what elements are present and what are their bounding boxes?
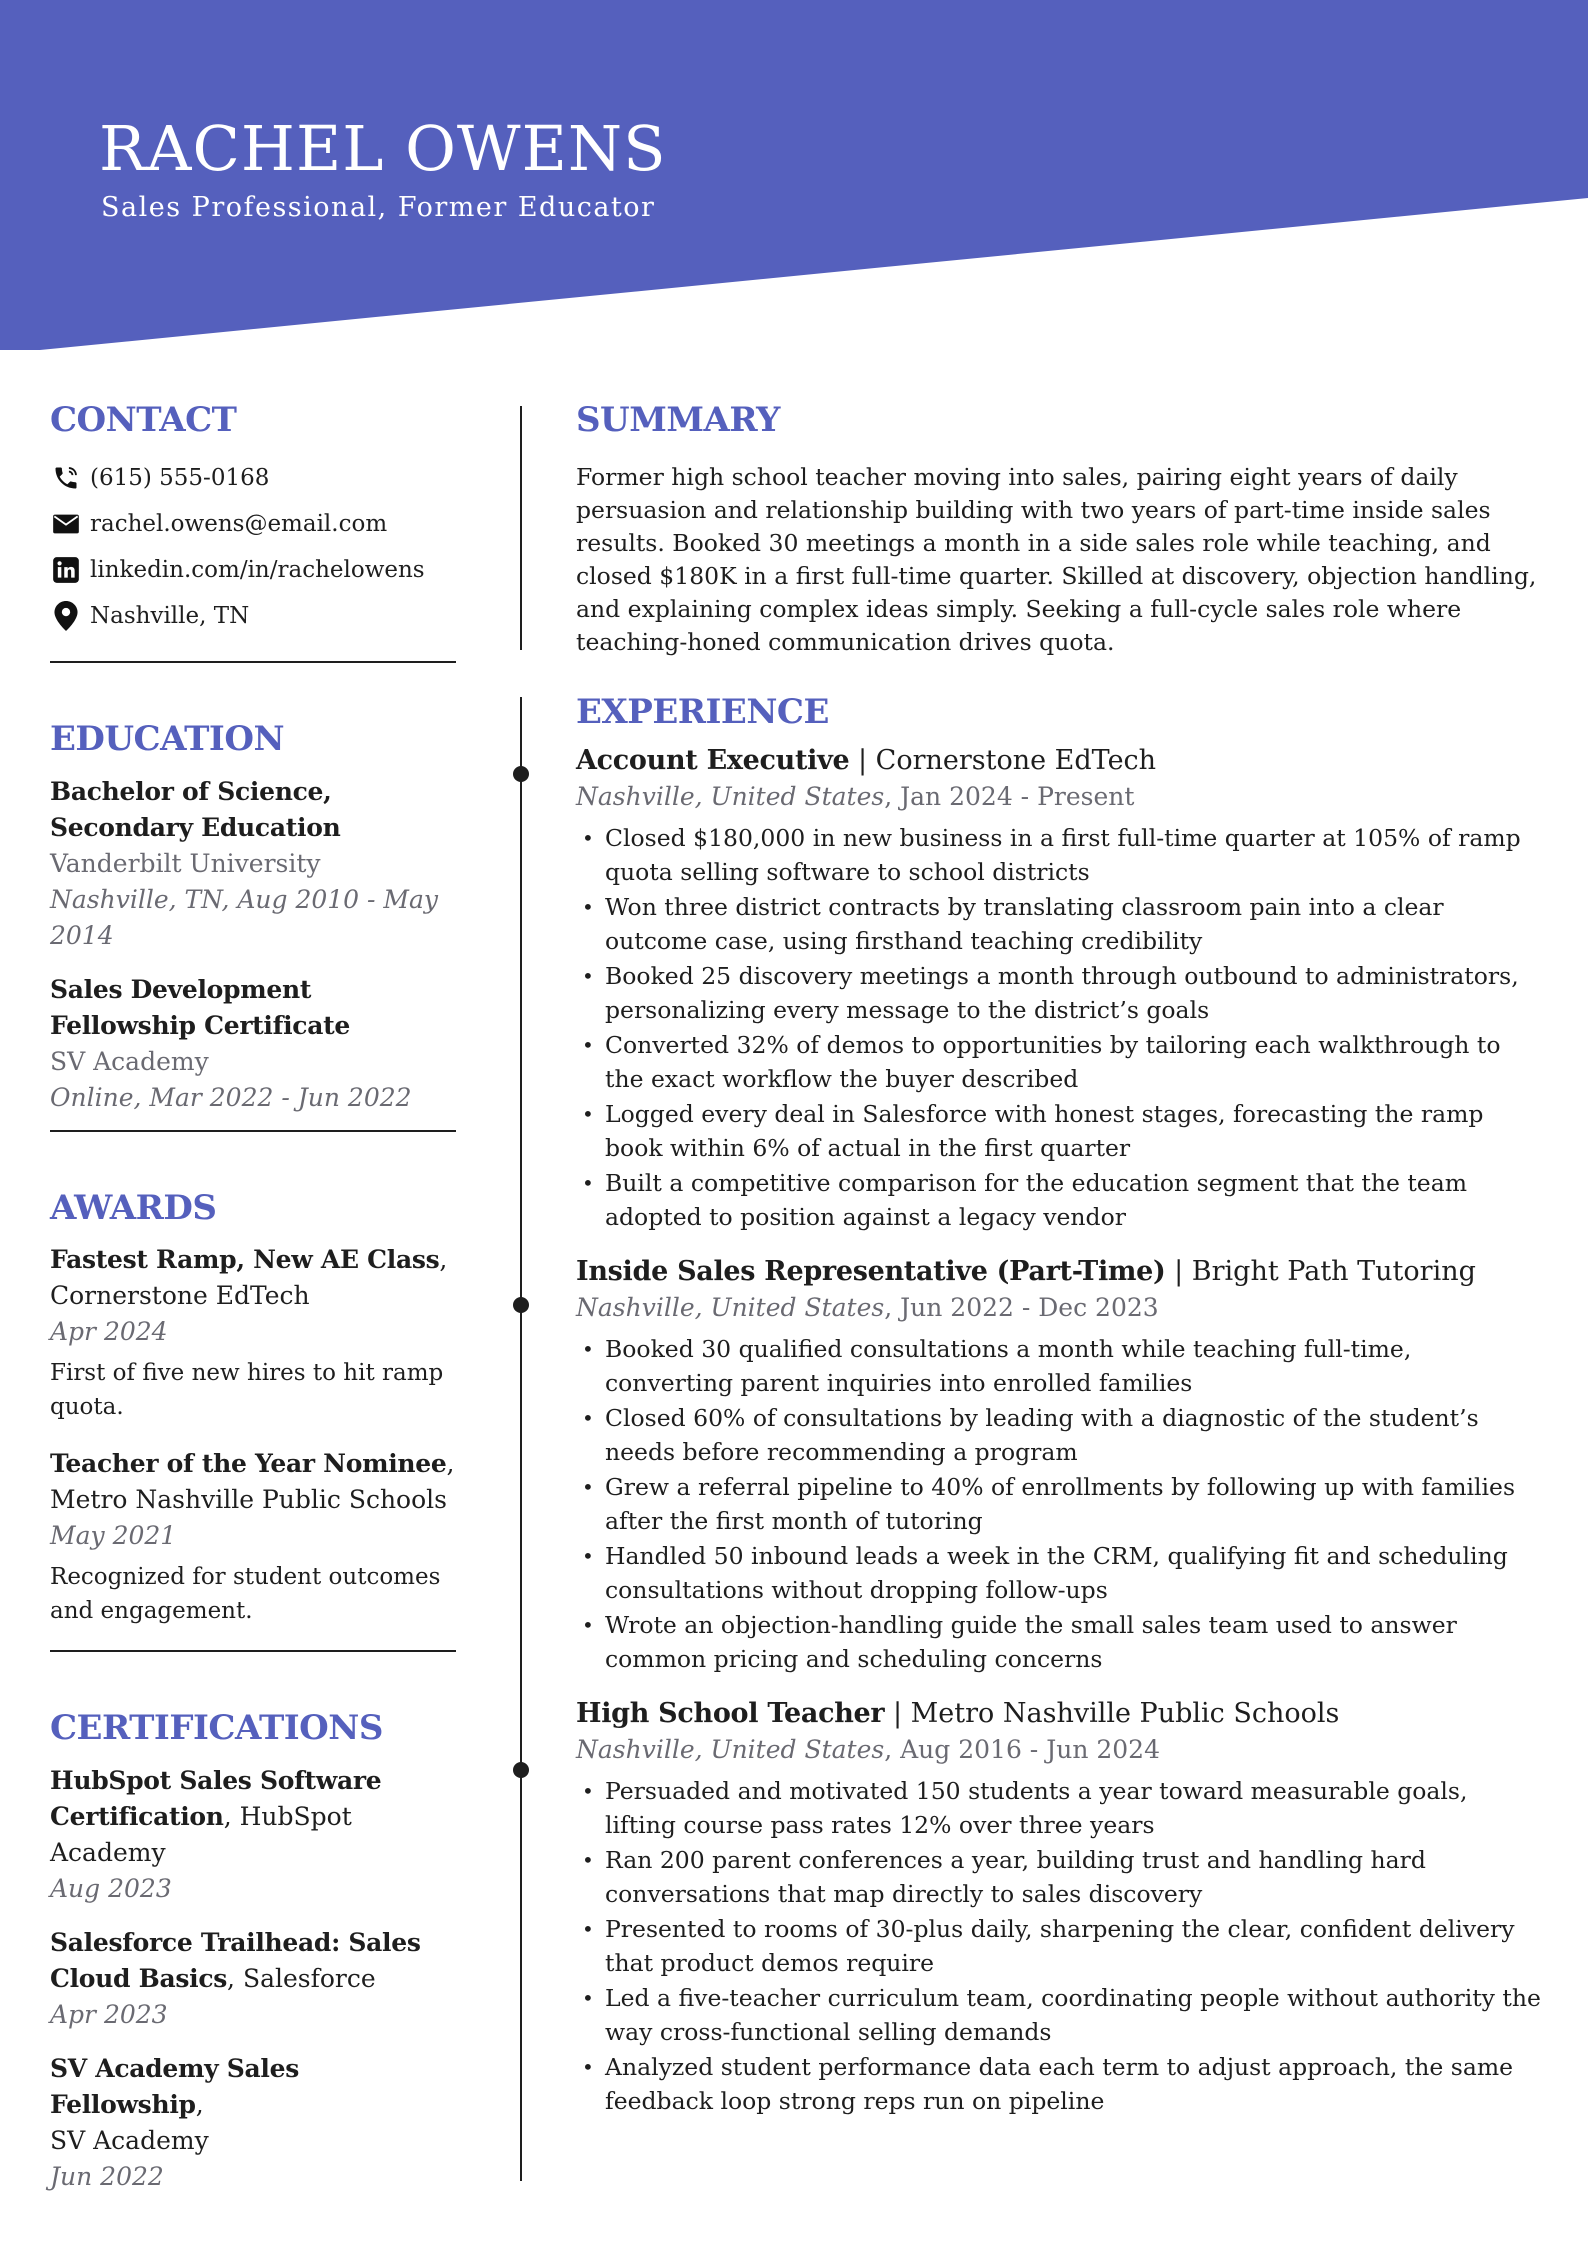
certification-name: Salesforce Trailhead: Sales Cloud Basics xyxy=(50,1928,421,1994)
certification-name: HubSpot Sales Software Certification xyxy=(50,1766,382,1832)
contact-phone[interactable] xyxy=(50,455,456,501)
summary-heading: SUMMARY xyxy=(576,400,780,440)
section-divider xyxy=(50,1130,456,1132)
job-company: Cornerstone EdTech xyxy=(875,744,1157,776)
summary-section xyxy=(576,400,1544,659)
timeline-dot xyxy=(513,766,529,782)
education-degree: Bachelor of Science, Secondary Education xyxy=(50,776,341,842)
job-location: Nashville, United States xyxy=(576,1734,885,1764)
job-company: Bright Path Tutoring xyxy=(1191,1255,1476,1287)
job-bullet: • Persuaded and motivated 150 students a year toward measurable goals, lifting course pass rates 12% over three years xyxy=(576,1774,1544,1842)
job-dates: Aug 2016 - Jun 2024 xyxy=(900,1734,1160,1764)
award-description: Recognized for student outcomes and engagement. xyxy=(50,1564,441,1625)
job-bullet: • Booked 25 discovery meetings a month through outbound to administrators, personalizing every message to the district’s goals xyxy=(576,959,1544,1027)
award-org: Metro Nashville Public Schools xyxy=(50,1485,447,1515)
job-bullet: • Analyzed student performance data each term to adjust approach, the same feedback loop strong reps run on pipeline xyxy=(576,2050,1544,2118)
job-location: Nashville, United States xyxy=(576,781,885,811)
awards-section xyxy=(50,1188,456,1653)
certification-date: Aug 2023 xyxy=(50,1874,172,1904)
job-company: Metro Nashville Public Schools xyxy=(910,1697,1340,1729)
award-org: Cornerstone EdTech xyxy=(50,1281,310,1311)
job-bullet: • Handled 50 inbound leads a week in the CRM, qualifying fit and scheduling consultations without dropping follow-ups xyxy=(576,1539,1544,1607)
certification-date: Jun 2022 xyxy=(50,2162,164,2192)
certifications-section xyxy=(50,1708,456,2195)
award-date: Apr 2024 xyxy=(50,1317,168,1347)
location-pin-icon xyxy=(50,600,82,632)
job-bullet: • Logged every deal in Salesforce with honest stages, forecasting the ramp book within 6% of actual in the first quarter xyxy=(576,1097,1544,1165)
job-bullet: • Wrote an objection-handling guide the small sales team used to answer common pricing and scheduling concerns xyxy=(576,1608,1544,1676)
contact-list xyxy=(50,455,456,639)
award-item: Fastest Ramp, New AE Class, Cornerstone EdTech Apr 2024 First of five new hires to hit ramp quota. xyxy=(50,1242,456,1424)
award-name: Fastest Ramp, New AE Class xyxy=(50,1245,440,1275)
candidate-subtitle: Sales Professional, Former Educator xyxy=(101,192,656,223)
email-icon xyxy=(50,508,82,540)
certification-item: Salesforce Trailhead: Sales Cloud Basics, Salesforce Apr 2023 xyxy=(50,1925,456,2033)
education-meta: Nashville, TN, Aug 2010 - May 2014 xyxy=(50,884,439,950)
certification-issuer: HubSpot Academy xyxy=(50,1802,352,1868)
section-divider xyxy=(50,661,456,663)
job-bullet: • Booked 30 qualified consultations a month while teaching full-time, converting parent inquiries into enrolled families xyxy=(576,1332,1544,1400)
job-entry: Inside Sales Representative (Part-Time) | Bright Path Tutoring Nashville, United States, Jun 2022 - Dec 2023 • Booked 30 qualified consultations a month while teaching full-time, converting parent inquiries into enrolled families • Closed 60% of consultations by leading with a diagnostic of the student’s needs before recommending a program • Grew a referral pipeline to 40% of enrollments by following up with families after the first month of tutoring • Handled 50 inbound leads a week in the CRM, qualifying fit and scheduling consultations without dropping follow-ups • Wrote an objection-handling guide the small sales team used to answer common pricing and scheduling concerns xyxy=(576,1254,1544,1676)
phone-icon xyxy=(50,462,82,494)
education-school: SV Academy xyxy=(50,1046,209,1076)
education-degree: Sales Development Fellowship Certificate xyxy=(50,974,350,1040)
education-section xyxy=(50,719,456,1132)
award-date: May 2021 xyxy=(50,1521,177,1551)
certifications-heading: CERTIFICATIONS xyxy=(50,1708,383,1749)
job-bullet: • Built a competitive comparison for the education segment that the team adopted to position against a legacy vendor xyxy=(576,1166,1544,1234)
education-item xyxy=(50,972,456,1116)
contact-linkedin-text: linkedin.com/in/rachelowens xyxy=(90,556,425,583)
job-role: Inside Sales Representative (Part-Time) xyxy=(576,1255,1166,1287)
certification-date: Apr 2023 xyxy=(50,2000,168,2030)
timeline-dot xyxy=(513,1297,529,1313)
certification-issuer: Salesforce xyxy=(242,1964,376,1994)
contact-email-text: rachel.owens@email.com xyxy=(90,510,388,537)
job-entry: High School Teacher | Metro Nashville Public Schools Nashville, United States, Aug 2016 - Jun 2024 • Persuaded and motivated 150 students a year toward measurable goals, lifting course pass rates 12% over three years • Ran 200 parent conferences a year, building trust and handling hard conversations that map directly to sales discovery • Presented to rooms of 30-plus daily, sharpening the clear, confident delivery that product demos require • Led a five-teacher curriculum team, coordinating people without authority the way cross-functional selling demands • Analyzed student performance data each term to adjust approach, the same feedback loop strong reps run on pipeline xyxy=(576,1696,1544,2118)
contact-linkedin[interactable] xyxy=(50,547,456,593)
award-description: First of five new hires to hit ramp quota. xyxy=(50,1360,444,1421)
linkedin-icon xyxy=(50,554,82,586)
job-bullet: • Led a five-teacher curriculum team, coordinating people without authority the way cross-functional selling demands xyxy=(576,1981,1544,2049)
education-meta: Online, Mar 2022 - Jun 2022 xyxy=(50,1082,412,1112)
job-bullets xyxy=(576,1774,1544,2118)
timeline-dot xyxy=(513,1762,529,1778)
left-column xyxy=(50,400,456,2195)
job-bullet: • Grew a referral pipeline to 40% of enrollments by following up with families after the first month of tutoring xyxy=(576,1470,1544,1538)
summary-divider-line xyxy=(520,406,522,650)
contact-email[interactable] xyxy=(50,501,456,547)
job-role: Account Executive xyxy=(576,744,850,776)
section-divider xyxy=(50,1650,456,1652)
timeline-line xyxy=(520,697,522,2181)
job-entry: Account Executive | Cornerstone EdTech Nashville, United States, Jan 2024 - Present • Closed $180,000 in new business in a first full-time quarter at 105% of ramp quota selling software to school districts • Won three district contracts by translating classroom pain into a clear outcome case, using firsthand teaching credibility • Booked 25 discovery meetings a month through outbound to administrators, personalizing every message to the district’s goals • Converted 32% of demos to opportunities by tailoring each walkthrough to the exact workflow the buyer described • Logged every deal in Salesforce with honest stages, forecasting the ramp book within 6% of actual in the first quarter • Built a competitive comparison for the education segment that the team adopted to position against a legacy vendor xyxy=(576,743,1544,1234)
experience-heading: EXPERIENCE xyxy=(576,692,829,732)
award-name: Teacher of the Year Nominee xyxy=(50,1449,447,1479)
job-bullet: • Won three district contracts by translating classroom pain into a clear outcome case, using firsthand teaching credibility xyxy=(576,890,1544,958)
job-dates: Jun 2022 - Dec 2023 xyxy=(900,1292,1159,1322)
job-role: High School Teacher xyxy=(576,1697,885,1729)
summary-text: Former high school teacher moving into sales, pairing eight years of daily persuasion and relationship building with two years of part-time inside sales results. Booked 30 meetings a month in a side sales role while teaching, and closed $180K in a first full-time quarter. Skilled at discovery, objection handling, and explaining complex ideas simply. Seeking a full-cycle sales role where teaching-honed communication drives quota. xyxy=(576,462,1537,656)
certification-item: HubSpot Sales Software Certification, HubSpot Academy Aug 2023 xyxy=(50,1763,456,1907)
education-item xyxy=(50,774,456,954)
job-location: Nashville, United States xyxy=(576,1292,885,1322)
contact-heading: CONTACT xyxy=(50,400,237,440)
job-bullet: • Presented to rooms of 30-plus daily, sharpening the clear, confident delivery that product demos require xyxy=(576,1912,1544,1980)
certification-issuer: SV Academy xyxy=(50,2126,209,2156)
job-dates: Jan 2024 - Present xyxy=(900,781,1135,811)
job-bullet: • Closed 60% of consultations by leading with a diagnostic of the student’s needs before recommending a program xyxy=(576,1401,1544,1469)
job-bullet: • Closed $180,000 in new business in a first full-time quarter at 105% of ramp quota selling software to school districts xyxy=(576,821,1544,889)
contact-phone-text: (615) 555-0168 xyxy=(90,464,270,491)
candidate-name: RACHEL OWENS xyxy=(99,112,667,185)
job-bullets xyxy=(576,1332,1544,1676)
experience-section xyxy=(576,692,1544,2119)
contact-location xyxy=(50,593,456,639)
contact-section xyxy=(50,400,456,663)
awards-heading: AWARDS xyxy=(50,1187,217,1228)
job-bullets xyxy=(576,821,1544,1234)
job-bullet: • Converted 32% of demos to opportunities by tailoring each walkthrough to the exact workflow the buyer described xyxy=(576,1028,1544,1096)
certification-name: SV Academy Sales Fellowship xyxy=(50,2054,299,2120)
education-heading: EDUCATION xyxy=(50,718,285,759)
job-bullet: • Ran 200 parent conferences a year, building trust and handling hard conversations that map directly to sales discovery xyxy=(576,1843,1544,1911)
certification-item: SV Academy Sales Fellowship, SV Academy Jun 2022 xyxy=(50,2051,456,2195)
education-school: Vanderbilt University xyxy=(50,848,321,878)
contact-location-text: Nashville, TN xyxy=(90,602,250,629)
award-item: Teacher of the Year Nominee, Metro Nashville Public Schools May 2021 Recognized for student outcomes and engagement. xyxy=(50,1446,456,1628)
